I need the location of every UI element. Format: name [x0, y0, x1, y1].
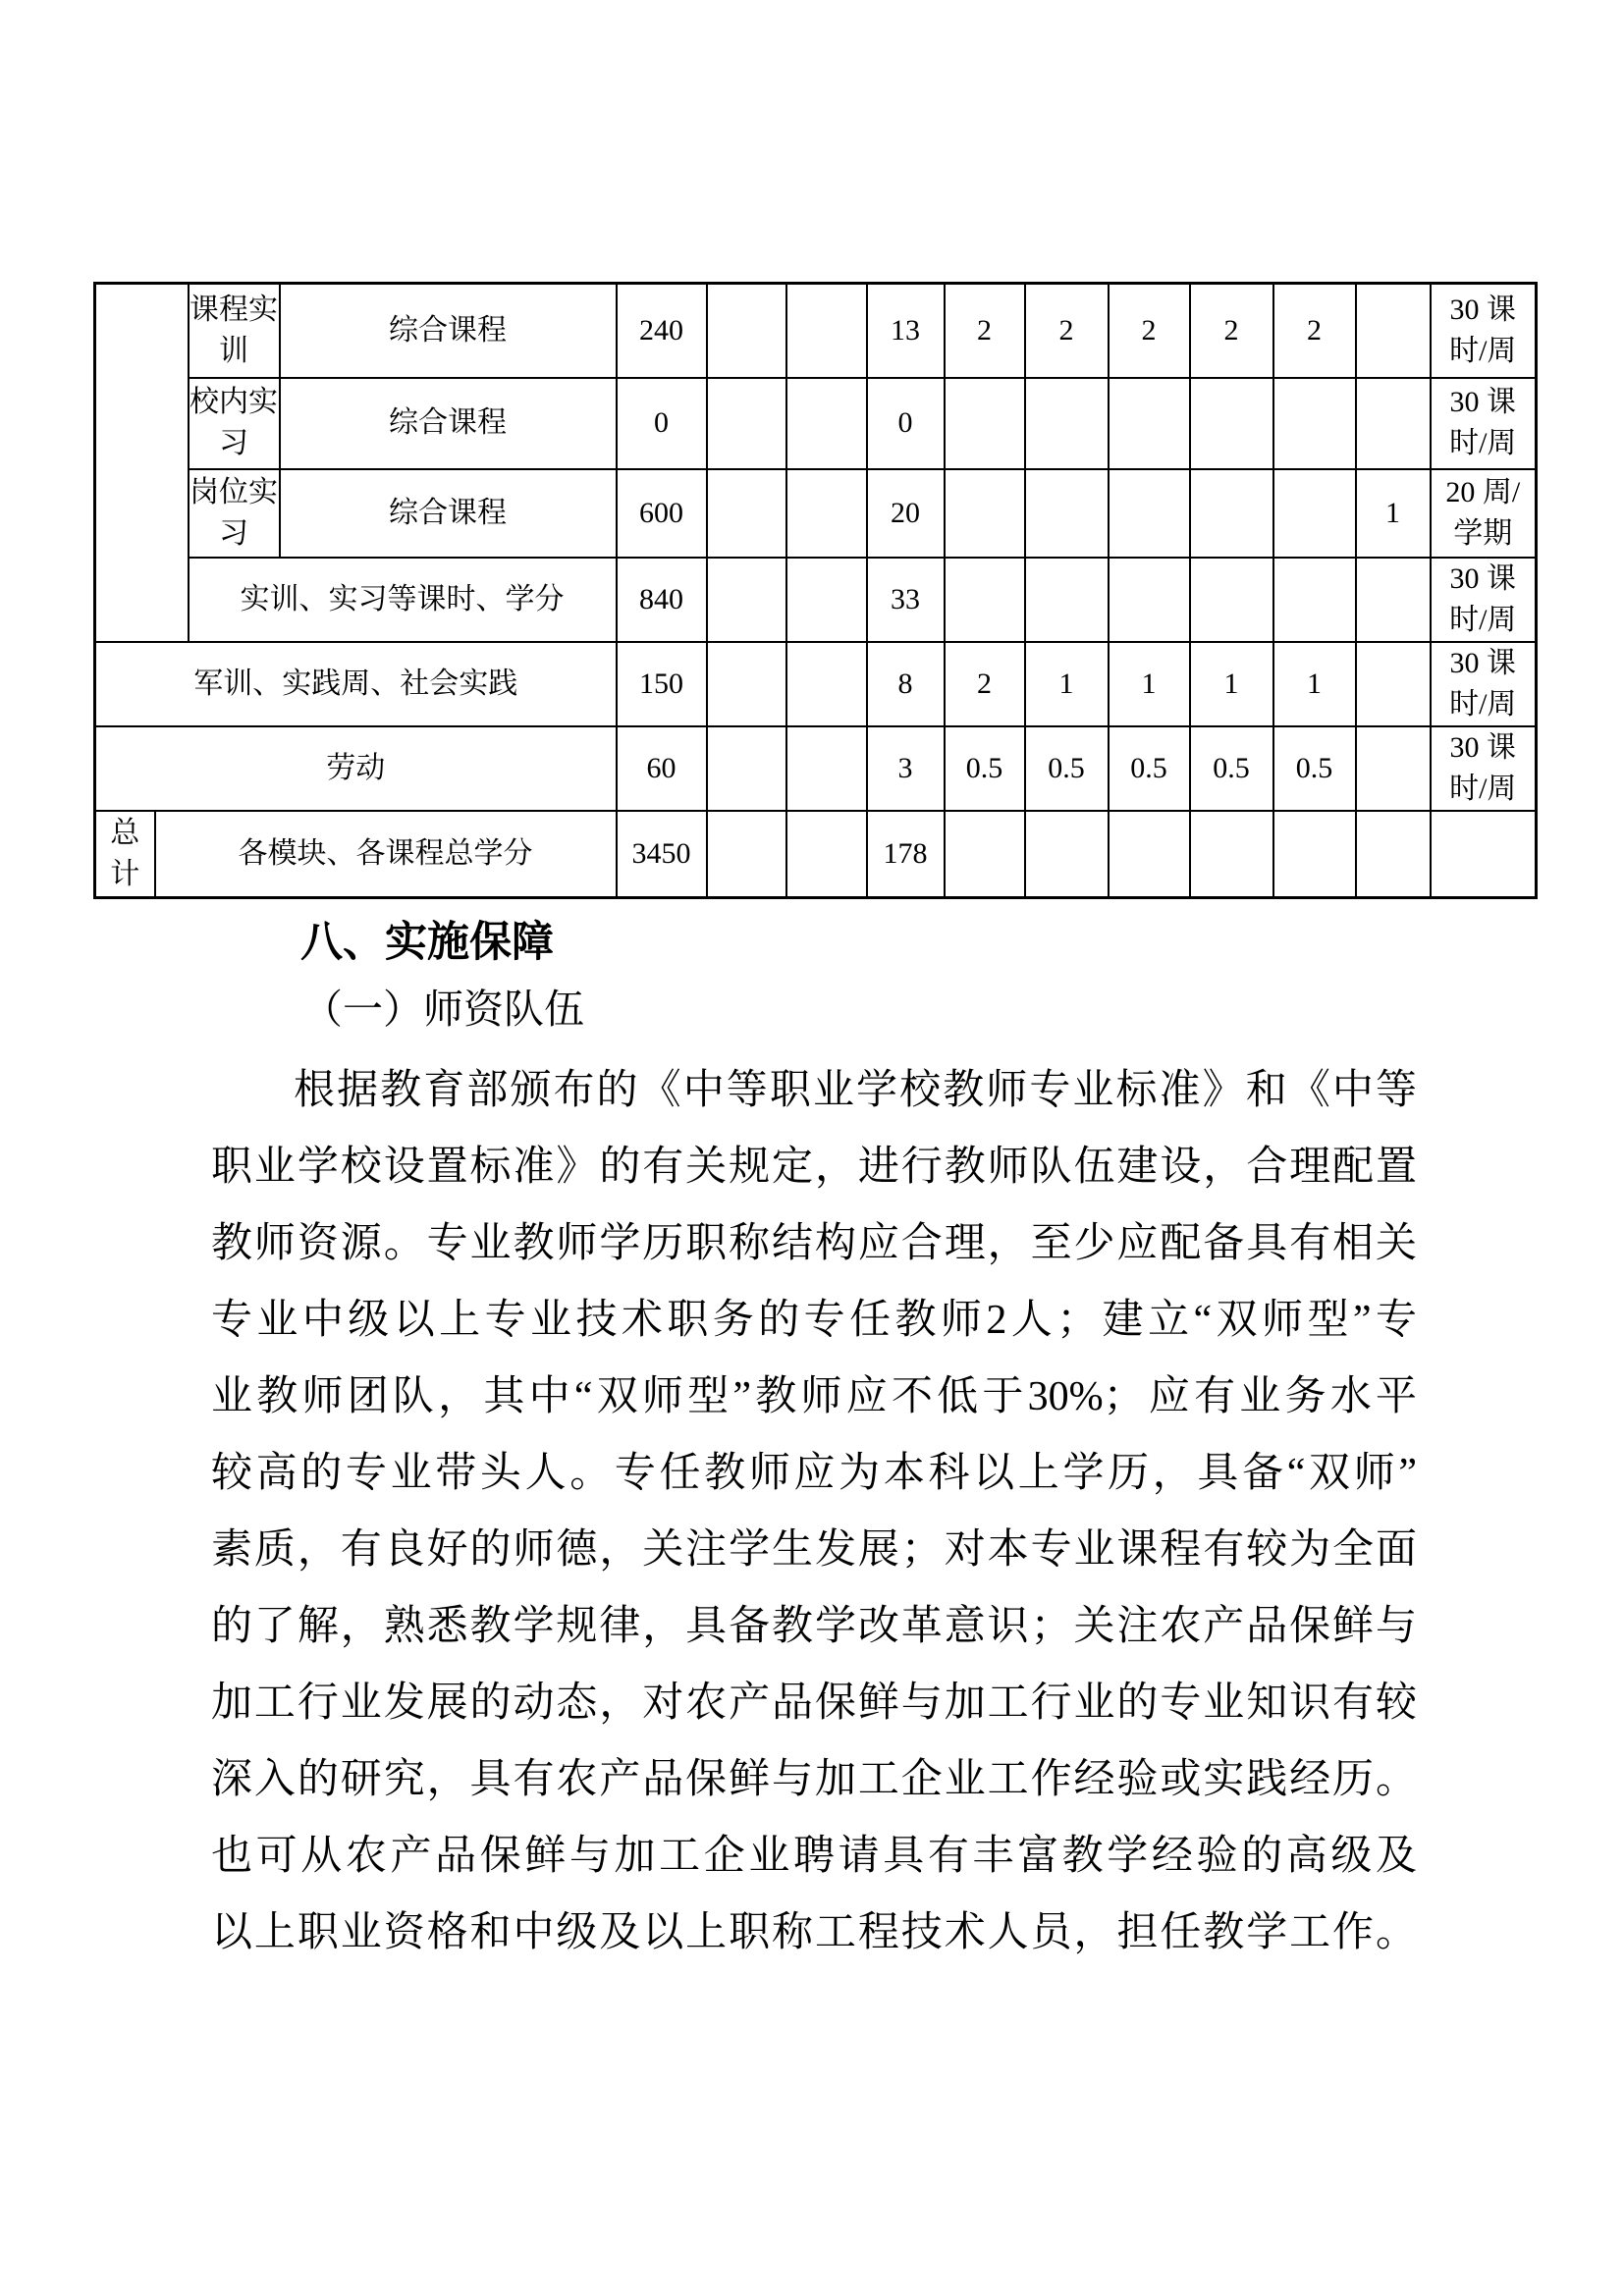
- table-cell-label: 各模块、各课程总学分: [155, 811, 617, 898]
- table-cell-empty: [1273, 558, 1356, 642]
- table-cell-sem3: 2: [1109, 284, 1190, 378]
- paragraph-line: 素质，有良好的师德，关注学生发展；对本专业课程有较为全面: [211, 1527, 1417, 1573]
- table-cell-empty: [707, 284, 786, 378]
- table-cell-rowhead-total: 总计: [95, 811, 155, 898]
- table-cell-empty: [1025, 378, 1109, 469]
- table-cell-category: 课程实训: [189, 284, 280, 378]
- table-cell-category: 校内实习: [189, 378, 280, 469]
- table-cell-hours: 240: [617, 284, 707, 378]
- table-cell-remark: 30 课时/周: [1431, 378, 1537, 469]
- table-cell-empty: [1273, 378, 1356, 469]
- table-cell-empty: [1190, 558, 1273, 642]
- table-cell-empty: [1109, 811, 1190, 898]
- table-cell-credits: 0: [867, 378, 945, 469]
- table-cell-empty: [945, 558, 1025, 642]
- paragraph-line: 也可从农产品保鲜与加工企业聘请具有丰富教学经验的高级及: [211, 1834, 1417, 1879]
- paragraph-line: 专业中级以上专业技术职务的专任教师2人；建立“双师型”专: [211, 1298, 1417, 1343]
- table-row: [95, 558, 1537, 642]
- table-cell-empty: [707, 469, 786, 558]
- table-cell-empty: [1109, 469, 1190, 558]
- table-cell-empty: [707, 811, 786, 898]
- table-cell-empty: [786, 378, 867, 469]
- table-cell-empty: [945, 469, 1025, 558]
- table-cell-empty-spine: [95, 284, 189, 642]
- paragraph-line: 教师资源。专业教师学历职称结构应合理，至少应配备具有相关: [211, 1221, 1417, 1266]
- table-cell-category: 岗位实习: [189, 469, 280, 558]
- table-cell-empty: [1273, 811, 1356, 898]
- table-cell-remark: 20 周/学期: [1431, 469, 1537, 558]
- table-row: [95, 642, 1537, 726]
- table-cell-credits: 178: [867, 811, 945, 898]
- table-cell-credits: 20: [867, 469, 945, 558]
- paragraph-line: 职业学校设置标准》的有关规定，进行教师队伍建设，合理配置: [211, 1145, 1417, 1190]
- table-cell-sem2: 1: [1025, 642, 1109, 726]
- paragraph-line: 深入的研究，具有农产品保鲜与加工企业工作经验或实践经历。: [211, 1757, 1417, 1802]
- section-heading: 八、实施保障: [300, 919, 554, 966]
- table-cell-empty: [1356, 811, 1431, 898]
- table-row: [95, 726, 1537, 811]
- table-cell-weeks: 1: [1356, 469, 1431, 558]
- table-cell-credits: 13: [867, 284, 945, 378]
- table-cell-empty: [786, 811, 867, 898]
- table-cell-course: 综合课程: [280, 378, 617, 469]
- table-cell-empty: [786, 642, 867, 726]
- table-cell-empty: [1025, 558, 1109, 642]
- table-cell-empty: [1109, 558, 1190, 642]
- table-cell-sem3: 0.5: [1109, 726, 1190, 811]
- table-cell-empty: [1356, 284, 1431, 378]
- table-cell-sem1: 2: [945, 284, 1025, 378]
- table-cell-sem4: 1: [1190, 642, 1273, 726]
- body-paragraph: [211, 1052, 1417, 1971]
- table-cell-label: 实训、实习等课时、学分: [189, 558, 617, 642]
- table-cell-sem5: 0.5: [1273, 726, 1356, 811]
- paragraph-line: 较高的专业带头人。专任教师应为本科以上学历，具备“双师”: [211, 1451, 1417, 1496]
- table-cell-empty: [786, 284, 867, 378]
- table-row: [95, 469, 1537, 558]
- table-cell-sem2: 0.5: [1025, 726, 1109, 811]
- table-cell-empty: [1356, 378, 1431, 469]
- table-cell-empty: [1025, 469, 1109, 558]
- paragraph-line: 根据教育部颁布的《中等职业学校教师专业标准》和《中等: [294, 1068, 1417, 1113]
- table-cell-sem5: 1: [1273, 642, 1356, 726]
- paragraph-line: 以上职业资格和中级及以上职称工程技术人员，担任教学工作。: [211, 1910, 1417, 1955]
- table-cell-course: 综合课程: [280, 284, 617, 378]
- table-cell-empty: [1356, 726, 1431, 811]
- table-cell-remark: 30 课时/周: [1431, 642, 1537, 726]
- table-cell-sem5: 2: [1273, 284, 1356, 378]
- table-cell-empty: [1190, 811, 1273, 898]
- table-cell-empty: [945, 378, 1025, 469]
- table-cell-empty: [1356, 642, 1431, 726]
- table-cell-sem4: 0.5: [1190, 726, 1273, 811]
- table-cell-empty: [1190, 378, 1273, 469]
- table-cell-sem3: 1: [1109, 642, 1190, 726]
- table-cell-empty: [1273, 469, 1356, 558]
- table-cell-course: 综合课程: [280, 469, 617, 558]
- table-cell-sem1: 2: [945, 642, 1025, 726]
- table-cell-credits: 33: [867, 558, 945, 642]
- table-cell-hours: 3450: [617, 811, 707, 898]
- table-cell-empty: [786, 469, 867, 558]
- table-cell-remark: 30 课时/周: [1431, 284, 1537, 378]
- table-cell-sem1: 0.5: [945, 726, 1025, 811]
- table-cell-empty: [1109, 378, 1190, 469]
- table-cell-empty: [786, 726, 867, 811]
- table-cell-sem4: 2: [1190, 284, 1273, 378]
- table-cell-hours: 840: [617, 558, 707, 642]
- table-cell-empty: [1190, 469, 1273, 558]
- table-cell-remark: 30 课时/周: [1431, 558, 1537, 642]
- table-row: [95, 378, 1537, 469]
- table-cell-credits: 3: [867, 726, 945, 811]
- table-cell-empty: [707, 642, 786, 726]
- paragraph-line: 业教师团队，其中“双师型”教师应不低于30%；应有业务水平: [211, 1374, 1417, 1419]
- subsection-heading: （一）师资队伍: [302, 987, 584, 1032]
- table-cell-empty: [786, 558, 867, 642]
- table-cell-empty: [945, 811, 1025, 898]
- table-cell-hours: 150: [617, 642, 707, 726]
- table-cell-empty: [1356, 558, 1431, 642]
- table-row: [95, 284, 1537, 378]
- table-cell-label: 劳动: [95, 726, 617, 811]
- table-row: [95, 811, 1537, 898]
- table-cell-label: 军训、实践周、社会实践: [95, 642, 617, 726]
- table-cell-hours: 60: [617, 726, 707, 811]
- paragraph-line: 的了解，熟悉教学规律，具备教学改革意识；关注农产品保鲜与: [211, 1604, 1417, 1649]
- table-cell-empty: [707, 726, 786, 811]
- paragraph-line: 加工行业发展的动态，对农产品保鲜与加工行业的专业知识有较: [211, 1681, 1417, 1726]
- table-cell-hours: 0: [617, 378, 707, 469]
- table-cell-empty: [1025, 811, 1109, 898]
- curriculum-hours-table: [93, 282, 1538, 899]
- table-cell-empty: [1431, 811, 1537, 898]
- table-cell-empty: [707, 558, 786, 642]
- table-cell-sem2: 2: [1025, 284, 1109, 378]
- table-cell-hours: 600: [617, 469, 707, 558]
- table-cell-remark: 30 课时/周: [1431, 726, 1537, 811]
- table-cell-empty: [707, 378, 786, 469]
- table-cell-credits: 8: [867, 642, 945, 726]
